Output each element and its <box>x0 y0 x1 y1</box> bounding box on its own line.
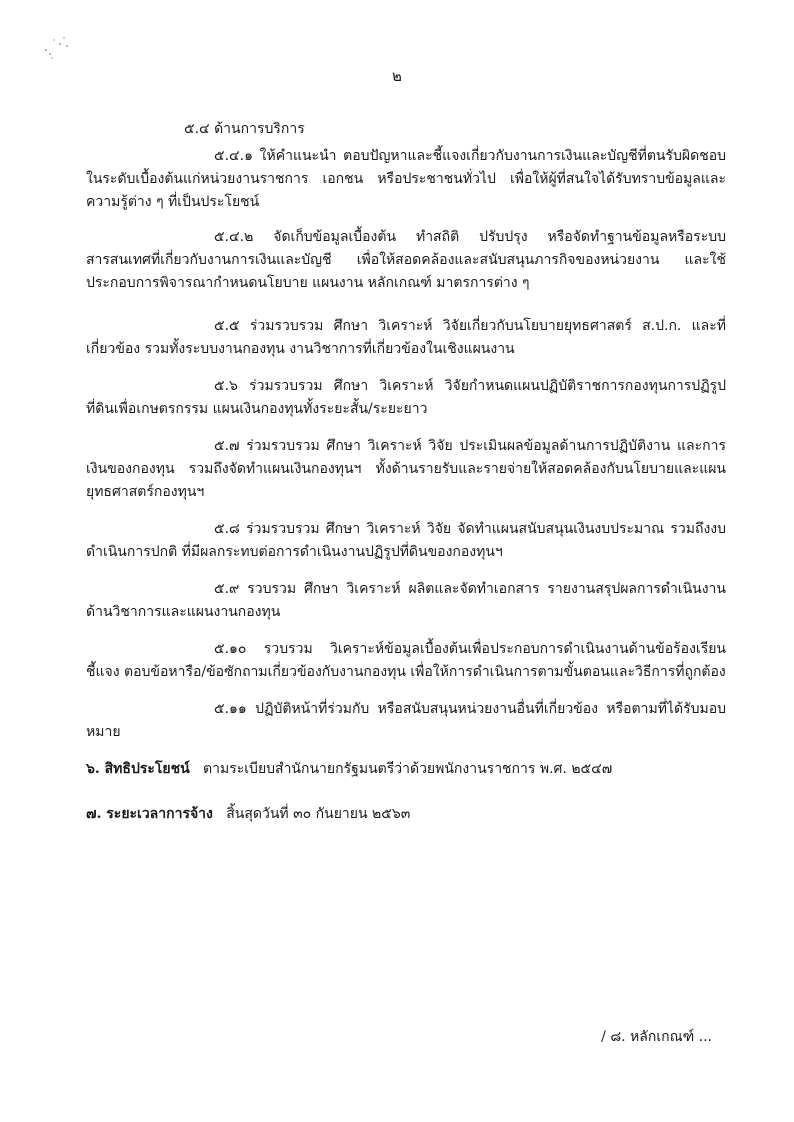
document-body <box>86 118 726 848</box>
section-5-4-heading: ๕.๔ ด้านการบริการ <box>184 121 305 137</box>
item-5-9: ๕.๙ รวบรวม ศึกษา วิเคราะห์ ผลิตและจัดทำเอกสาร รายงานสรุปผลการดำเนินงานด้านวิชาการและแผนงานกองทุน <box>86 581 726 620</box>
page-number: ๒ <box>392 67 402 85</box>
benefits-section <box>86 758 726 781</box>
item-5-8: ๕.๘ ร่วมรวบรวม ศึกษา วิเคราะห์ วิจัย จัดทำแผนสนับสนุนเงินงบประมาณ รวมถึงงบดำเนินการปกติ ที่มีผลกระทบต่อการดำเนินงานปฏิรูปที่ดินของกองทุนฯ <box>86 521 726 560</box>
employment-period-section <box>86 803 726 826</box>
employment-period-text: สิ้นสุดวันที่ ๓๐ กันยายน ๒๕๖๓ <box>226 806 411 822</box>
employment-period-label: ๗. ระยะเวลาการจ้าง <box>86 806 213 822</box>
item-5-10: ๕.๑๐ รวบรวม วิเคราะห์ข้อมูลเบื้องต้นเพื่อประกอบการดำเนินงานด้านข้อร้องเรียน ชี้แจง ตอบข้อหารือ/ข้อซักถามเกี่ยวข้องกับงานกองทุน เพื่อให้การดำเนินการตามขั้นตอนและวิธีการที่ถูกต้อง <box>86 641 726 680</box>
item-5-11: ๕.๑๑ ปฏิบัติหน้าที่ร่วมกับ หรือสนับสนุนหน่วยงานอื่นที่เกี่ยวข้อง หรือตามที่ได้รับมอบหมาย <box>86 701 726 740</box>
item-5-6: ๕.๖ ร่วมรวบรวม ศึกษา วิเคราะห์ วิจัยกำหนดแผนปฏิบัติราชการกองทุนการปฏิรูปที่ดินเพื่อเกษตรกรรม แผนเงินกองทุนทั้งระยะสั้น/ระยะยาว <box>86 378 726 417</box>
continuation-note: / ๘. หลักเกณฑ์ ... <box>601 1029 712 1045</box>
item-5-4-1: ๕.๔.๑ ให้คำแนะนำ ตอบปัญหาและชี้แจงเกี่ยวกับงานการเงินและบัญชีที่ตนรับผิดชอบในระดับเบื้องต้นแก่หน่วยงานราชการ เอกชน หรือประชาชนทั่วไป เพื่อให้ผู้ที่สนใจได้รับทราบข้อมูลและความรู้ต่าง ๆ ที่เป็นประโยชน์ <box>86 148 726 210</box>
scan-speckle-mark <box>40 32 80 62</box>
benefits-text: ตามระเบียบสำนักนายกรัฐมนตรีว่าด้วยพนักงานราชการ พ.ศ. ๒๕๔๗ <box>203 761 613 777</box>
item-5-4-2: ๕.๔.๒ จัดเก็บข้อมูลเบื้องต้น ทำสถิติ ปรับปรุง หรือจัดทำฐานข้อมูลหรือระบบสารสนเทศที่เกี่ยวกับงานการเงินและบัญชี เพื่อให้สอดคล้องและสนับสนุนภารกิจของหน่วยงาน และใช้ประกอบการพิจารณากำหนดนโยบาย แผนงาน หลักเกณฑ์ มาตรการต่าง ๆ <box>86 229 726 291</box>
item-5-7: ๕.๗ ร่วมรวบรวม ศึกษา วิเคราะห์ วิจัย ประเมินผลข้อมูลด้านการปฏิบัติงาน และการเงินของกองทุน รวมถึงจัดทำแผนเงินกองทุนฯ ทั้งด้านรายรับและรายจ่ายให้สอดคล้องกับนโยบายและแผนยุทธศาสตร์กองทุนฯ <box>86 438 726 500</box>
item-5-5: ๕.๕ ร่วมรวบรวม ศึกษา วิเคราะห์ วิจัยเกี่ยวกับนโยบายยุทธศาสตร์ ส.ป.ก. และที่เกี่ยวข้อง รวมทั้งระบบงานกองทุน งานวิชาการที่เกี่ยวข้องในเชิงแผนงาน <box>86 318 726 357</box>
benefits-label: ๖. สิทธิประโยชน์ <box>86 761 190 777</box>
